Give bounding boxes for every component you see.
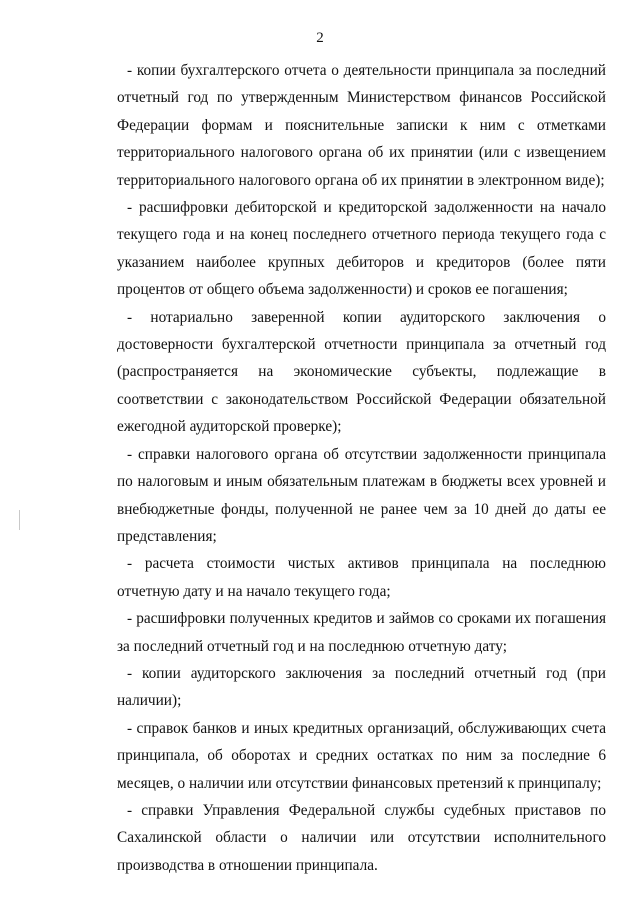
paragraph-notarized-audit-copy: - нотариально заверенной копии аудиторского заключения о достоверности бухгалтерской отчетности принципала за отчетный год (распространяется на экономические субъекты, подлежащие в соответствии с законодательством Российской Федерации обязательной ежегодной аудиторской проверке); — [117, 308, 606, 436]
paragraph-net-assets-calculation: - расчета стоимости чистых активов принципала на последнюю отчетную дату и на начало текущего года; — [117, 555, 606, 600]
paragraph-receivables-payables-breakdown: - расшифровки дебиторской и кредиторской задолженности на начало текущего года и на конец последнего отчетного периода текущего года с указанием наиболее крупных дебиторов и кредиторов (более пяти процентов от общего объема задолженности) и сроков ее погашения; — [117, 199, 606, 299]
paragraph-accounting-report-copy: - копии бухгалтерского отчета о деятельности принципала за последний отчетный год по утвержденным Министерством финансов Российской Федерации формам и пояснительные записки к ним с отметками территориального налогового органа об их принятии (или с извещением территориального налогового органа об их принятии в электронном виде); — [117, 62, 606, 189]
scan-edge-mark — [19, 510, 20, 530]
paragraph-bank-certificates: - справок банков и иных кредитных организаций, обслуживающих счета принципала, об оборотах и средних остатках по ним за последние 6 месяцев, о наличии или отсутствии финансовых претензий к принципалу; — [117, 719, 606, 792]
paragraph-audit-report-copy: - копии аудиторского заключения за последний отчетный год (при наличии); — [117, 664, 606, 710]
paragraph-tax-certificate: - справки налогового органа об отсутствии задолженности принципала по налоговым и иным обязательным платежам в бюджеты всех уровней и внебюджетные фонды, полученной не ранее чем за 10 дней до даты ее представления; — [117, 445, 606, 545]
document-body — [117, 57, 606, 879]
page-number: 2 — [316, 30, 324, 46]
paragraph-bailiffs-certificate: - справки Управления Федеральной службы судебных приставов по Сахалинской области о наличии или отсутствии исполнительного производства в отношении принципала. — [117, 801, 606, 874]
paragraph-loans-breakdown: - расшифровки полученных кредитов и займов со сроками их погашения за последний отчетный год и на последнюю отчетную дату; — [117, 610, 606, 655]
